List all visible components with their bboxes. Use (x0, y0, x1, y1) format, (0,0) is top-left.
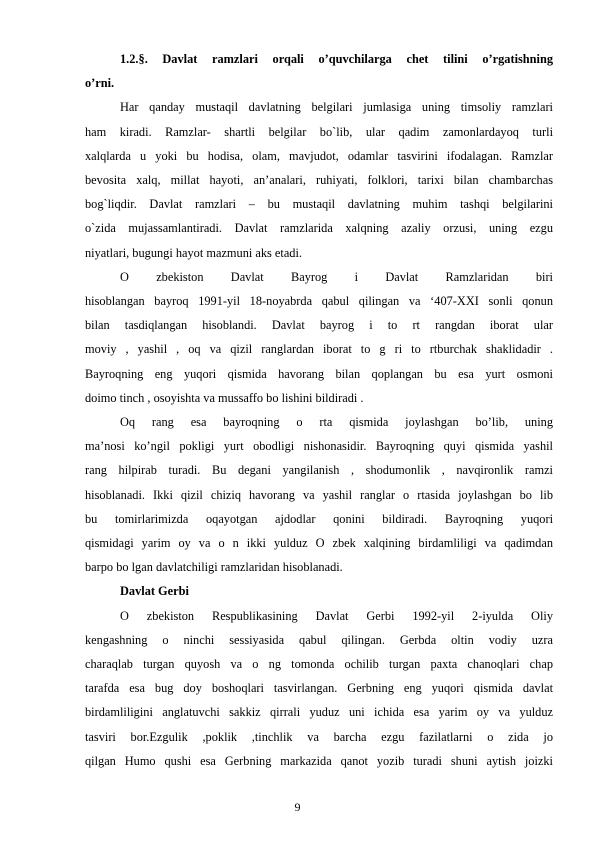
page-number: 9 (294, 800, 301, 814)
section-heading (85, 47, 553, 95)
paragraph-flag (85, 265, 553, 410)
paragraph-line: niyatlari, bugungi hayot mazmuni aks etadi. (85, 245, 302, 260)
subheading (85, 579, 553, 603)
paragraph-line: xalqlarda u yoki bu hodisa, olam, mavjudot, odamlar tasvirini ifodalagan. Ramzlar (85, 148, 553, 163)
paragraph-line: tarafda esa bug doy boshoqlari tasvirlangan. Gerbning eng yuqori qismida davlat (85, 681, 553, 696)
paragraph-line: kengashning o ninchi sessiyasida qabul qilingan. Gerbda oltin vodiy uzra (85, 632, 553, 647)
paragraph-line: barpo bo lgan davlatchiligi ramzlaridan hisoblanadi. (85, 560, 343, 575)
paragraph-line: doimo tinch , osoyishta va mussaffo bo lishini bildiradi . (85, 390, 364, 405)
paragraph-line: ham kiradi. Ramzlar- shartli belgilar bo`lib, ular qadim zamonlardayoq turli (85, 124, 553, 139)
paragraph-line: O zbekiston Respublikasining Davlat Gerbi 1992-yil 2-iyulda Oliy (120, 608, 553, 623)
paragraph-line: Bayroqning eng yuqori qismida havorang bilan qoplangan bu esa yurt osmoni (85, 366, 553, 381)
paragraph-coat-of-arms (85, 604, 553, 773)
paragraph-line: birdamliligini anglatuvchi sakkiz qirrali yuduz uni ichida esa yarim oy va yulduz (85, 705, 553, 720)
section-heading-line-2: o’rni. (85, 76, 115, 91)
paragraph-line: qismidagi yarim oy va o n ikki yulduz O zbek xalqining birdamliligi va qadimdan (85, 536, 553, 551)
section-heading-line-1: 1.2.§. Davlat ramzlari orqali o’quvchilarga chet tilini o’rgatishning (120, 52, 553, 66)
paragraph-line: ma’nosi ko’ngil pokligi yurt obodligi nishonasidir. Bayroqning quyi qismida yashil (85, 439, 553, 454)
paragraph-line: charaqlab turgan quyosh va o ng tomonda ochilib turgan paxta chanoqlari chap (85, 657, 553, 672)
paragraph-line: O zbekiston Davlat Bayrog i Davlat Ramzlaridan biri (120, 269, 553, 284)
document-page (85, 47, 553, 773)
paragraph-flag-colors (85, 410, 553, 579)
paragraph-line: hisoblangan bayroq 1991-yil 18-noyabrda qabul qilingan va ‘407-XXI sonli qonun (85, 294, 553, 309)
paragraph-symbols-intro (85, 95, 553, 264)
paragraph-line: o`zida mujassamlantiradi. Davlat ramzlarida xalqning azaliy orzusi, uning ezgu (85, 221, 553, 236)
subheading-coat-of-arms: Davlat Gerbi (120, 584, 189, 599)
paragraph-line: Har qanday mustaqil davlatning belgilari jumlasiga uning timsoliy ramzlari (120, 100, 553, 115)
paragraph-line: bog`liqdir. Davlat ramzlari – bu mustaqil davlatning muhim tashqi belgilarini (85, 197, 553, 212)
paragraph-line: bevosita xalq, millat hayoti, an’analari, ruhiyati, folklori, tarixi bilan chambarchas (85, 173, 553, 188)
paragraph-line: bilan tasdiqlangan hisoblandi. Davlat bayrog i to rt rangdan iborat ular (85, 318, 553, 333)
paragraph-line: Oq rang esa bayroqning o rta qismida joylashgan bo’lib, uning (120, 415, 553, 430)
paragraph-line: qilgan Humo qushi esa Gerbning markazida qanot yozib turadi shuni aytish joizki (85, 753, 553, 768)
paragraph-line: moviy , yashil , oq va qizil ranglardan iborat to g ri to rtburchak shaklidadir . (85, 342, 553, 357)
paragraph-line: hisoblanadi. Ikki qizil chiziq havorang va yashil ranglar o rtasida joylashgan bo lib (85, 487, 553, 502)
paragraph-line: bu tomirlarimizda oqayotgan ajdodlar qonini bildiradi. Bayroqning yuqori (85, 511, 553, 526)
paragraph-line: rang hilpirab turadi. Bu degani yangilanish , shodumonlik , navqironlik ramzi (85, 463, 553, 478)
paragraph-line: tasviri bor.Ezgulik ,poklik ,tinchlik va barcha ezgu fazilatlarni o zida jo (85, 729, 553, 744)
